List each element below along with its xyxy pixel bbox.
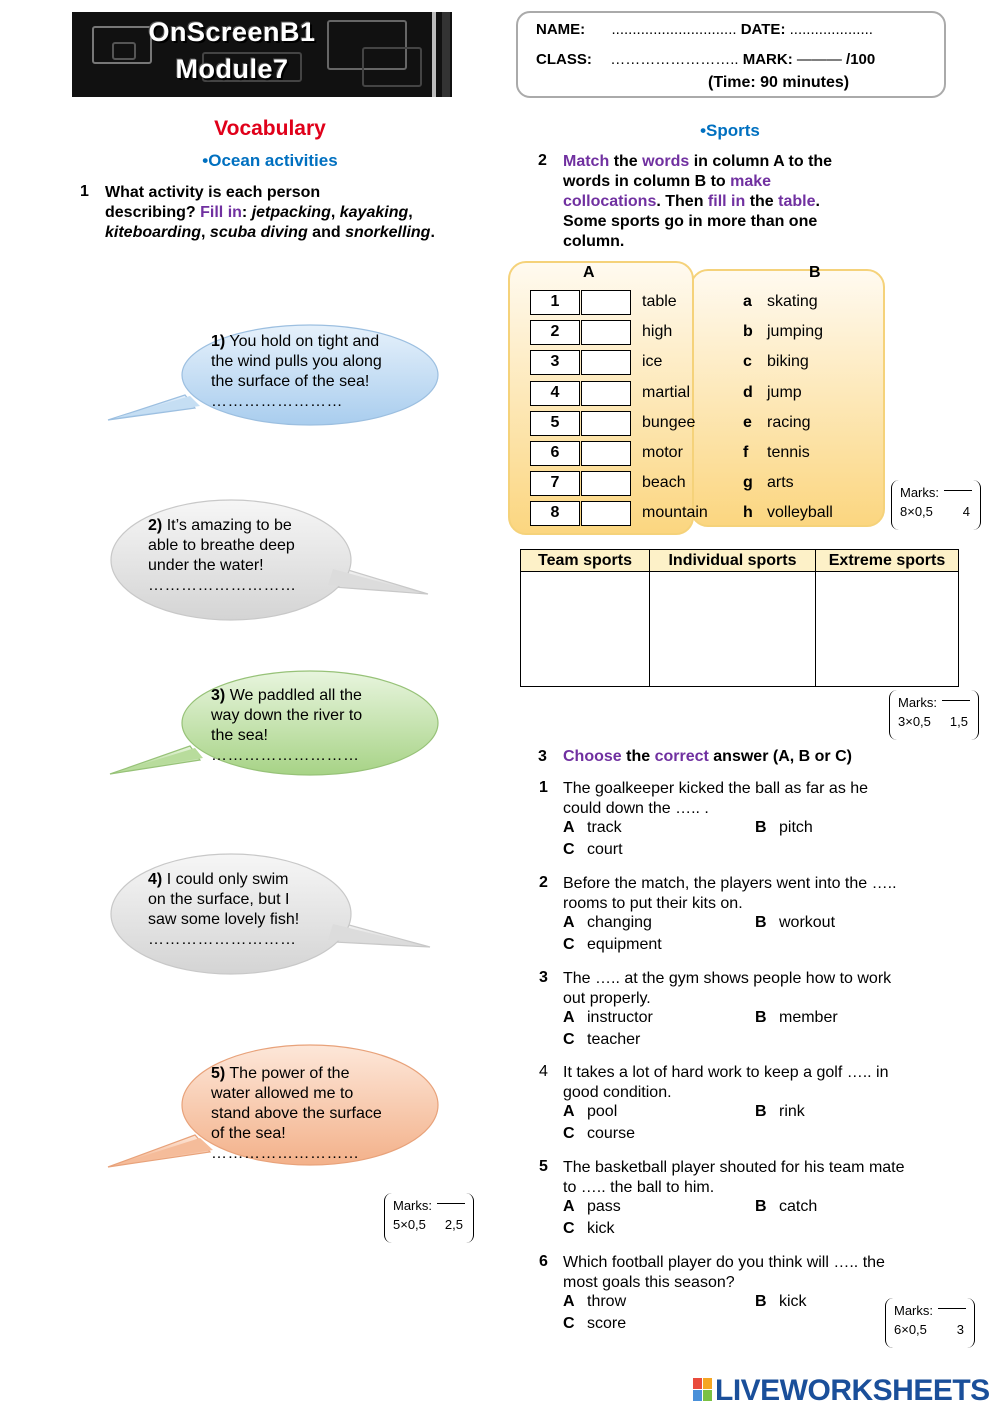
word-scuba-diving: scuba diving [209, 224, 308, 241]
row-number: 7 [530, 471, 580, 496]
option-c[interactable]: C kick [563, 1220, 615, 1238]
word-jetpacking: jetpacking [251, 204, 331, 221]
option-a[interactable]: A track [563, 819, 622, 836]
question-2-instructions: Match the words in column A to the words in column B to make collocations. Then fill in the table. Some sports go in more than one column. [563, 153, 833, 250]
row-number: 4 [530, 381, 580, 406]
sports-heading: •Sports [700, 121, 760, 140]
option-b[interactable]: B workout [755, 913, 836, 931]
choice-question-text: The ….. at the gym shows people how to work out properly. [563, 969, 892, 1007]
header-team-sports: Team sports [521, 550, 650, 572]
choice-question-text: The basketball player shouted for his team mate to ….. the ball to him. [563, 1159, 905, 1197]
match-answer-box[interactable] [581, 471, 631, 496]
answer-blank-2[interactable]: ……………………… [148, 577, 297, 594]
q1-fill-in: Fill in [200, 204, 242, 221]
column-b-word: jump [767, 383, 802, 401]
option-b[interactable]: B catch [755, 1198, 818, 1216]
speech-bubble-5: 5) The power of the water allowed me to stand above the surface of the sea! ……………………… [105, 1040, 445, 1175]
marks-box-choice: Marks: 6×0,5 3 [885, 1298, 975, 1348]
option-c[interactable]: C equipment [563, 935, 662, 953]
banner-subtitle: Module7 [175, 54, 289, 84]
question-3-number: 3 [538, 748, 547, 765]
answer-blank-3[interactable]: ……………………… [211, 747, 360, 764]
column-b-word: biking [767, 353, 809, 371]
choice-question-text: Before the match, the players went into the ….. rooms to put their kits on. [563, 874, 897, 912]
column-a-word: bungee [642, 413, 696, 431]
match-answer-box[interactable] [581, 411, 631, 436]
choice-question-number: 1 [539, 779, 548, 796]
answer-blank-1[interactable]: …………………… [211, 393, 343, 410]
q1-line-1: What activity is each person [105, 184, 321, 201]
column-b-word: jumping [767, 323, 824, 341]
option-c[interactable]: C course [563, 1125, 636, 1143]
speech-bubble-3: 3) We paddled all the way down the river to the sea! ……………………… [105, 668, 445, 780]
column-a-word: high [642, 323, 673, 341]
header-individual-sports: Individual sports [650, 550, 816, 572]
q1-describing: describing? [105, 204, 196, 221]
name-label: NAME: [536, 21, 586, 38]
option-b[interactable]: B pitch [755, 819, 813, 836]
column-b-letter: a [743, 293, 752, 310]
option-b[interactable]: B rink [755, 1103, 805, 1121]
class-label: CLASS: [536, 51, 592, 68]
liveworksheets-icon [693, 1378, 713, 1402]
choice-question-number: 4 [539, 1063, 548, 1081]
class-field[interactable]: …………………….. [610, 51, 739, 68]
choice-question-text: The goalkeeper kicked the ball as far as he could down the ….. . [563, 780, 869, 817]
choice-question-number: 5 [539, 1158, 548, 1176]
match-answer-box[interactable] [581, 501, 631, 526]
question-2-number: 2 [538, 152, 547, 169]
choice-question-number: 3 [539, 968, 548, 986]
match-answer-box[interactable] [581, 320, 631, 345]
mark-total: /100 [846, 51, 876, 68]
column-a-word: ice [642, 353, 663, 371]
speech-bubble-2: 2) It’s amazing to be able to breathe deep under the water! ……………………… [108, 497, 438, 627]
answer-blank-5[interactable]: ……………………… [211, 1145, 360, 1162]
sports-category-table [520, 549, 959, 687]
choice-question-number: 2 [539, 873, 548, 891]
column-b-word: racing [767, 413, 811, 431]
column-b-letter: e [743, 413, 752, 431]
header-extreme-sports: Extreme sports [816, 550, 959, 572]
name-field[interactable]: .............................. [611, 21, 737, 38]
row-number: 1 [530, 290, 580, 315]
vocabulary-heading: Vocabulary [214, 117, 326, 140]
option-a[interactable]: A pool [563, 1103, 618, 1121]
column-a-word: mountain [642, 504, 708, 522]
row-number: 2 [530, 320, 580, 345]
column-b-letter: b [743, 323, 753, 341]
option-a[interactable]: A changing [563, 913, 652, 931]
speech-bubble-4: 4) I could only swim on the surface, but I saw some lovely fish! ……………………… [108, 852, 438, 982]
marks-box-vocabulary: Marks: 5×0,5 2,5 [384, 1193, 474, 1243]
column-b-word: skating [767, 293, 818, 310]
column-b-letter: d [743, 383, 753, 401]
option-a[interactable]: A pass [563, 1198, 621, 1216]
row-number: 5 [530, 411, 580, 436]
word-kayaking: kayaking [339, 204, 409, 221]
date-field[interactable]: .................... [789, 21, 873, 38]
column-b-word: volleyball [767, 504, 833, 522]
option-a[interactable]: A throw [563, 1293, 627, 1310]
match-answer-box[interactable] [581, 350, 631, 375]
banner-title: OnScreenB1 [148, 17, 316, 47]
word-kiteboarding: kiteboarding [105, 224, 202, 241]
match-answer-box[interactable] [581, 381, 631, 406]
date-label: DATE: [740, 21, 786, 38]
column-b-label: B [809, 264, 821, 281]
word-snorkelling: snorkelling [345, 224, 431, 241]
column-b-letter: c [743, 353, 752, 371]
title-banner [72, 12, 452, 97]
column-b-letter: f [743, 444, 749, 461]
time-limit: (Time: 90 minutes) [708, 74, 850, 91]
mark-label: MARK: [742, 51, 793, 68]
student-info-box [516, 11, 946, 98]
team-sports-cell[interactable] [521, 572, 650, 687]
option-b[interactable]: B member [755, 1008, 838, 1026]
match-answer-box[interactable] [581, 290, 631, 315]
option-a[interactable]: A instructor [563, 1008, 653, 1026]
choice-question-number: 6 [539, 1253, 548, 1270]
option-c[interactable]: C teacher [563, 1030, 641, 1048]
extreme-sports-cell[interactable] [816, 572, 959, 687]
marks-box-table: Marks: 3×0,5 1,5 [889, 690, 979, 740]
column-a-label: A [583, 264, 595, 281]
ocean-activities-heading: •Ocean activities [202, 151, 338, 170]
speech-bubble-1: 1) You hold on tight and the wind pulls you along the surface of the sea! …………………… [105, 320, 445, 430]
option-b[interactable]: B kick [755, 1293, 807, 1310]
individual-sports-cell[interactable] [650, 572, 816, 687]
option-c[interactable]: C score [563, 1315, 627, 1332]
row-number: 6 [530, 441, 580, 466]
liveworksheets-logo: LIVEWORKSHEETS [693, 1374, 990, 1408]
column-b-letter: g [743, 474, 753, 492]
column-b-letter: h [743, 504, 753, 522]
question-1-instructions: What activity is each person describing? Fill in: jetpacking, kayaking, kiteboarding, scuba diving and snorkelling. [105, 183, 475, 243]
column-a-word: motor [642, 444, 683, 461]
column-b-word: arts [767, 474, 794, 492]
column-a-word: table [642, 293, 677, 310]
marks-box-matching: Marks: 8×0,5 4 [891, 480, 981, 530]
option-c[interactable]: C court [563, 841, 623, 858]
question-3-instructions: Choose the correct answer (A, B or C) [563, 748, 852, 765]
mark-field[interactable]: ——— [796, 51, 842, 68]
match-answer-box[interactable] [581, 441, 631, 466]
answer-blank-4[interactable]: ……………………… [148, 931, 297, 948]
column-b-word: tennis [767, 444, 810, 461]
column-a-word: martial [642, 383, 691, 401]
choice-question-text: It takes a lot of hard work to keep a golf ….. in good condition. [563, 1064, 889, 1102]
question-1-number: 1 [80, 183, 89, 200]
row-number: 8 [530, 501, 580, 526]
choice-question-text: Which football player do you think will ….. the most goals this season? [563, 1254, 885, 1291]
row-number: 3 [530, 350, 580, 375]
column-a-word: beach [642, 474, 686, 492]
